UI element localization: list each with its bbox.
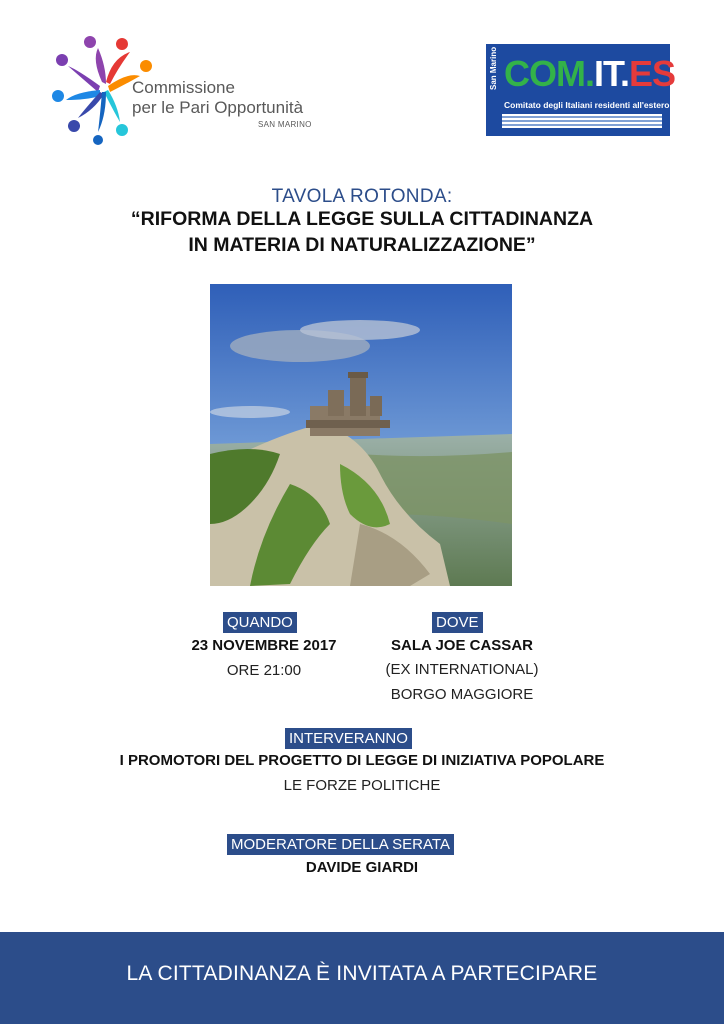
comites-title-es: ES xyxy=(629,53,676,94)
speakers-line-2: LE FORZE POLITICHE xyxy=(283,777,441,794)
comites-title-it: IT. xyxy=(594,53,630,94)
san-marino-tower-photo xyxy=(210,284,512,586)
comites-side-text: San Marino xyxy=(489,46,498,90)
moderator-name: DAVIDE GIARDI xyxy=(305,859,419,876)
venue-former-name: (EX INTERNATIONAL) xyxy=(385,661,539,678)
where-label: DOVE xyxy=(432,612,483,633)
event-time: ORE 21:00 xyxy=(226,662,302,679)
comites-subtitle: Comitato degli Italiani residenti all'estero xyxy=(504,100,670,110)
venue-name: SALA JOE CASSAR xyxy=(391,637,533,654)
event-title-line-2: IN MATERIA DI NATURALIZZAZIONE” xyxy=(188,234,536,256)
comites-title xyxy=(504,54,675,94)
commissione-text: Commissione xyxy=(132,78,235,97)
event-title-line-1: “RIFORMA DELLA LEGGE SULLA CITTADINANZA xyxy=(130,208,594,230)
moderator-label: MODERATORE DELLA SERATA xyxy=(227,834,454,855)
comites-stripes xyxy=(502,114,662,128)
comites-title-com: COM. xyxy=(504,53,594,94)
san-marino-text: SAN MARINO xyxy=(258,120,312,129)
event-type-title: TAVOLA ROTONDA: xyxy=(271,186,453,207)
commissione-pari-opportunita-logo xyxy=(52,28,332,152)
when-label: QUANDO xyxy=(223,612,297,633)
venue-location: BORGO MAGGIORE xyxy=(390,686,534,703)
event-date: 23 NOVEMBRE 2017 xyxy=(191,637,337,654)
footer-banner xyxy=(0,932,724,1024)
speakers-label: INTERVERANNO xyxy=(285,728,412,749)
comites-logo xyxy=(486,44,676,136)
pari-opportunita-text: per le Pari Opportunità xyxy=(132,98,304,117)
footer-invitation-text: LA CITTADINANZA È INVITATA A PARTECIPARE xyxy=(126,962,598,985)
speakers-line-1: I PROMOTORI DEL PROGETTO DI LEGGE DI INIZIATIVA POPOLARE xyxy=(119,752,605,769)
